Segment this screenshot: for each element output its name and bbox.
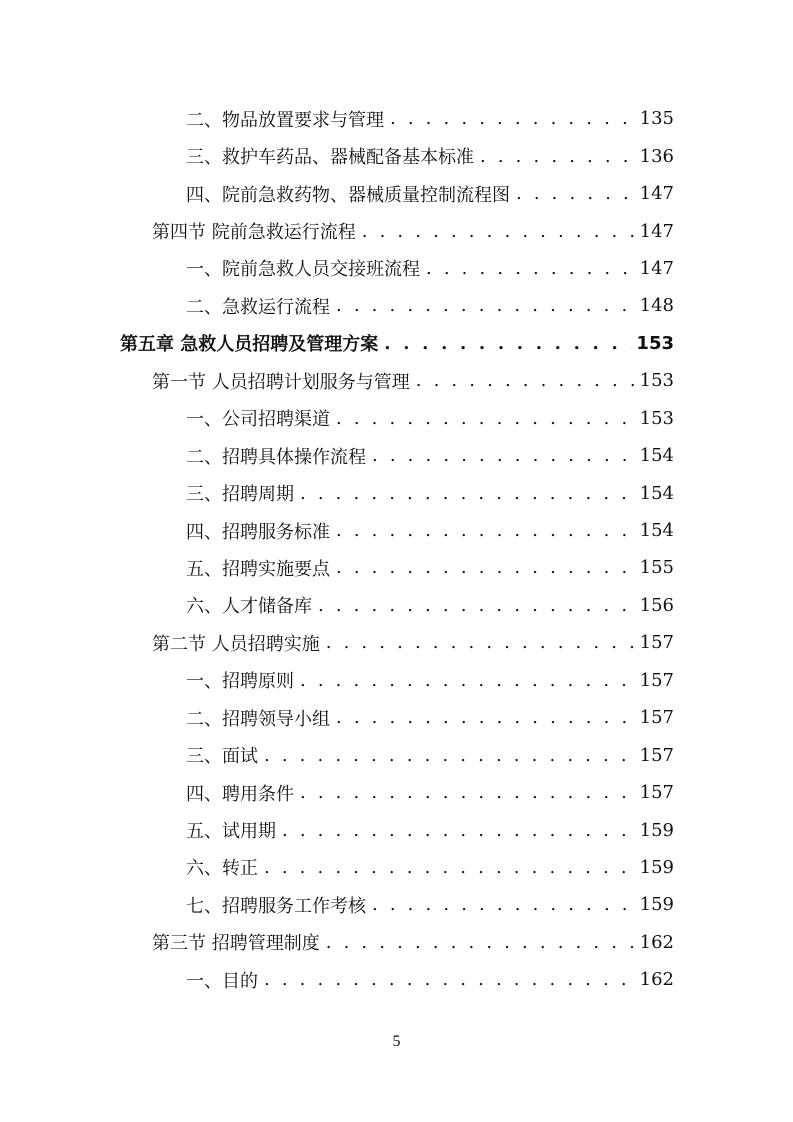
- toc-entry-page: 154: [639, 520, 674, 542]
- toc-entry-page: 156: [639, 594, 674, 616]
- dot-leader: [390, 108, 636, 129]
- dot-leader: [416, 370, 636, 391]
- toc-entry[interactable]: [0, 699, 793, 736]
- toc-entry-label: 一、目的: [186, 970, 258, 992]
- toc-entry-page: 157: [639, 632, 674, 654]
- toc-entry-page: 148: [639, 295, 674, 317]
- page-number: 5: [392, 1033, 401, 1050]
- toc-entry-page: 147: [639, 220, 674, 242]
- toc-entry-page: 135: [639, 108, 674, 130]
- toc-entry-page: 136: [639, 145, 674, 167]
- dot-leader: [326, 632, 636, 653]
- toc-entry[interactable]: [0, 212, 793, 249]
- toc-entry-label: 第二节 人员招聘实施: [152, 633, 320, 655]
- toc-entry[interactable]: [0, 587, 793, 624]
- toc-entry-label: 四、聘用条件: [186, 783, 294, 805]
- dot-leader: [264, 969, 636, 990]
- toc-entry-page: 147: [639, 257, 674, 279]
- toc-entry-label: 五、招聘实施要点: [186, 558, 330, 580]
- toc-entry-label: 二、急救运行流程: [186, 296, 330, 318]
- toc-entry[interactable]: [0, 175, 793, 212]
- toc-entry-page: 162: [639, 931, 674, 953]
- toc-entry-page: 157: [639, 669, 674, 691]
- toc-entry-page: 159: [639, 894, 674, 916]
- toc-entry[interactable]: [0, 662, 793, 699]
- toc-entry-page: 153: [639, 407, 674, 429]
- toc-entry-page: 157: [639, 707, 674, 729]
- dot-leader: [384, 333, 632, 354]
- toc-entry-label: 一、招聘原则: [186, 671, 294, 693]
- toc-entry-label: 四、招聘服务标准: [186, 521, 330, 543]
- dot-leader: [372, 445, 636, 466]
- dot-leader: [300, 483, 636, 504]
- toc-entry[interactable]: [0, 362, 793, 399]
- dot-leader: [480, 146, 636, 167]
- toc-entry-page: 162: [639, 969, 674, 991]
- toc-entry-label: 第三节 招聘管理制度: [152, 933, 320, 955]
- dot-leader: [336, 707, 636, 728]
- dot-leader: [282, 820, 636, 841]
- toc-entry-page: 159: [639, 819, 674, 841]
- dot-leader: [336, 557, 636, 578]
- toc-entry-page: 153: [639, 370, 674, 392]
- toc-entry-label: 四、院前急救药物、器械质量控制流程图: [186, 184, 510, 206]
- toc-entry-page: 154: [639, 482, 674, 504]
- toc-entry-page: 154: [639, 445, 674, 467]
- toc-entry-label: 一、院前急救人员交接班流程: [186, 259, 420, 281]
- dot-leader: [318, 595, 636, 616]
- toc-entry[interactable]: [0, 736, 793, 773]
- toc-entry-label: 二、物品放置要求与管理: [186, 109, 384, 131]
- toc-entry-page: 155: [639, 557, 674, 579]
- dot-leader: [326, 932, 636, 953]
- toc-entry[interactable]: [0, 549, 793, 586]
- dot-leader: [300, 670, 636, 691]
- toc-entry-label: 七、招聘服务工作考核: [186, 895, 366, 917]
- dot-leader: [336, 520, 636, 541]
- toc-entry-label: 第一节 人员招聘计划服务与管理: [152, 371, 410, 393]
- toc-entry[interactable]: [0, 287, 793, 324]
- dot-leader: [264, 745, 636, 766]
- dot-leader: [336, 295, 636, 316]
- toc-entry-page: 159: [639, 856, 674, 878]
- toc-entry[interactable]: [0, 924, 793, 961]
- toc-entry-label: 六、人才储备库: [186, 596, 312, 618]
- dot-leader: [300, 782, 636, 803]
- toc-entry-label: 六、转正: [186, 858, 258, 880]
- toc-entry-label: 第五章 急救人员招聘及管理方案: [120, 334, 379, 356]
- toc-entry-label: 一、公司招聘渠道: [186, 409, 330, 431]
- toc-entry[interactable]: [0, 474, 793, 511]
- toc-entry[interactable]: [0, 774, 793, 811]
- toc-entry-page: 147: [639, 183, 674, 205]
- toc-entry[interactable]: [0, 400, 793, 437]
- dot-leader: [426, 258, 636, 279]
- toc-entry-label: 三、招聘周期: [186, 484, 294, 506]
- toc-entry-label: 二、招聘具体操作流程: [186, 446, 366, 468]
- toc-entry-label: 三、救护车药品、器械配备基本标准: [186, 147, 474, 169]
- toc-entry[interactable]: [0, 961, 793, 998]
- toc-entry-label: 五、试用期: [186, 821, 276, 843]
- dot-leader: [516, 183, 636, 204]
- dot-leader: [264, 857, 636, 878]
- toc-entry-label: 第四节 院前急救运行流程: [152, 222, 356, 244]
- toc-entry[interactable]: [0, 811, 793, 848]
- toc-entry[interactable]: [0, 100, 793, 137]
- toc-entry[interactable]: [0, 886, 793, 923]
- table-of-contents: [0, 100, 793, 999]
- toc-entry-page: 157: [639, 782, 674, 804]
- toc-entry[interactable]: [0, 325, 793, 362]
- toc-entry[interactable]: [0, 624, 793, 661]
- toc-entry[interactable]: [0, 849, 793, 886]
- toc-entry[interactable]: [0, 437, 793, 474]
- toc-entry-page: 157: [639, 744, 674, 766]
- toc-entry-page: 153: [636, 332, 674, 354]
- dot-leader: [372, 894, 636, 915]
- toc-entry-label: 二、招聘领导小组: [186, 708, 330, 730]
- dot-leader: [336, 408, 636, 429]
- toc-entry[interactable]: [0, 250, 793, 287]
- toc-entry[interactable]: [0, 137, 793, 174]
- toc-entry-label: 三、面试: [186, 746, 258, 768]
- dot-leader: [362, 221, 636, 242]
- toc-entry[interactable]: [0, 512, 793, 549]
